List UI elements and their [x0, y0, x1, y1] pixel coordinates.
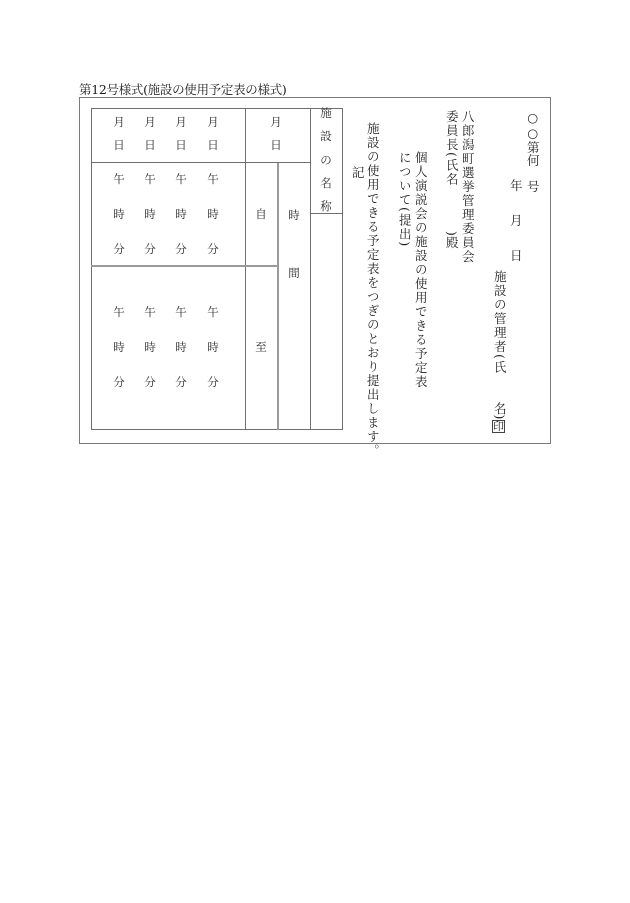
table-border-top: [91, 108, 343, 109]
subject-line-1: 個人演説会の施設の使用できる予定表: [413, 151, 429, 389]
ampm-label: 午: [144, 172, 156, 186]
from-label: 自: [255, 207, 267, 221]
date-year: 年: [508, 179, 524, 192]
month-label: 月: [270, 115, 282, 129]
table-divider-main: [245, 108, 246, 430]
hour-label: 時: [144, 207, 156, 221]
time-label-char-1: 時: [288, 208, 300, 222]
table-divider-facility-name: [310, 213, 343, 214]
day-label: 日: [270, 138, 282, 152]
hour-label: 時: [207, 340, 219, 354]
facility-name-char: の: [320, 153, 332, 167]
day-label: 日: [175, 138, 187, 152]
month-label: 月: [175, 115, 187, 129]
form-title: 第12号様式(施設の使用予定表の様式): [79, 82, 287, 97]
hour-label: 時: [113, 340, 125, 354]
to-label: 至: [255, 340, 267, 354]
body-text: 施設の使用できる予定表をつぎのとおり提出します。: [365, 122, 381, 458]
day-label: 日: [207, 138, 219, 152]
facility-name-char: 施: [320, 106, 332, 120]
minute-label: 分: [113, 242, 125, 256]
ampm-label: 午: [175, 172, 187, 186]
minute-label: 分: [175, 242, 187, 256]
table-divider-facility: [310, 108, 311, 430]
ampm-label: 午: [207, 172, 219, 186]
table-divider-from-to: [91, 265, 278, 267]
month-label: 月: [144, 115, 156, 129]
table-border-right: [342, 108, 343, 430]
minute-label: 分: [144, 375, 156, 389]
seal-icon: 印: [493, 420, 504, 433]
minute-label: 分: [113, 375, 125, 389]
day-label: 日: [144, 138, 156, 152]
subject-line-2: について(提出): [397, 151, 413, 248]
minute-label: 分: [175, 375, 187, 389]
ampm-label: 午: [113, 172, 125, 186]
table-border-bottom: [91, 429, 343, 430]
minute-label: 分: [144, 242, 156, 256]
hour-label: 時: [175, 207, 187, 221]
facility-name-char: 設: [320, 129, 332, 143]
day-label: 日: [113, 138, 125, 152]
month-label: 月: [207, 115, 219, 129]
addressee-honorific: )殿: [444, 231, 460, 249]
addressee-organization: 八郎潟町選挙管理委員会: [460, 110, 476, 264]
minute-label: 分: [207, 242, 219, 256]
date-month: 月: [508, 214, 524, 227]
ampm-label: 午: [144, 305, 156, 319]
hour-label: 時: [207, 207, 219, 221]
manager-label: 施設の管理者(氏: [492, 270, 508, 375]
document-number: ○○第何 号: [525, 110, 541, 193]
ampm-label: 午: [175, 305, 187, 319]
month-label: 月: [113, 115, 125, 129]
facility-name-char: 称: [320, 199, 332, 213]
time-label-char-2: 間: [288, 266, 300, 280]
manager-name-end: 名): [492, 402, 508, 420]
note-label: 記: [350, 166, 366, 179]
hour-label: 時: [113, 207, 125, 221]
facility-name-char: 名: [320, 176, 332, 190]
table-divider-dates: [91, 162, 310, 163]
ampm-label: 午: [113, 305, 125, 319]
seal-mark: [492, 420, 505, 433]
minute-label: 分: [207, 375, 219, 389]
table-border-left: [91, 108, 92, 430]
date-day: 日: [508, 249, 524, 262]
hour-label: 時: [144, 340, 156, 354]
table-divider-time: [277, 162, 279, 430]
ampm-label: 午: [207, 305, 219, 319]
hour-label: 時: [175, 340, 187, 354]
addressee-title: 委員長(氏名: [444, 110, 460, 187]
